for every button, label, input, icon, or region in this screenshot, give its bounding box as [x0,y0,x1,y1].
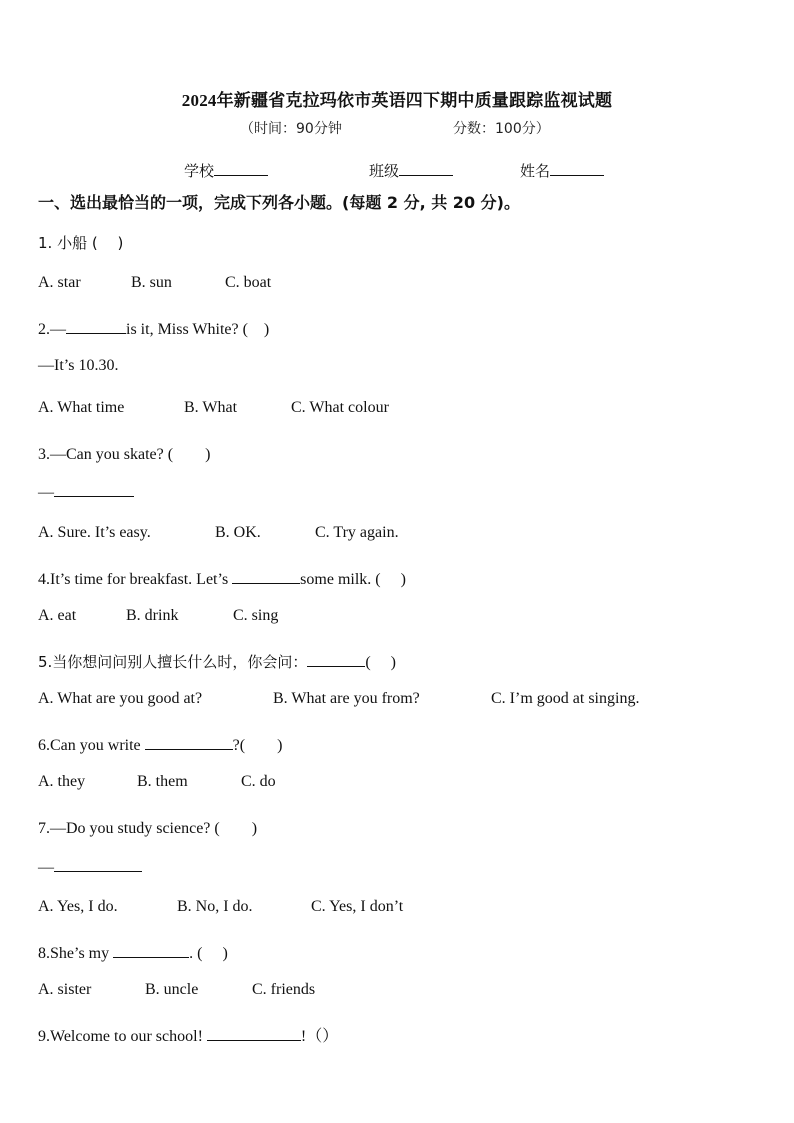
option-a[interactable]: A. eat [38,607,77,624]
question-4-prefix: 4.It’s time for breakfast. Let’s [38,571,233,588]
question-8-options [38,981,315,999]
class-label: 班级 [369,162,400,180]
option-b[interactable]: B. What are you from? [273,690,420,707]
option-c[interactable]: C. Try again. [315,524,399,541]
option-c[interactable]: C. Yes, I don’t [311,898,404,915]
option-a[interactable]: A. sister [38,981,92,998]
answer-blank[interactable] [145,735,233,750]
option-c[interactable]: C. do [241,773,276,790]
option-a[interactable]: A. they [38,773,86,790]
class-blank[interactable] [399,160,453,176]
question-4-options [38,607,278,625]
option-c[interactable]: C. I’m good at singing. [491,690,640,707]
question-2-suffix: is it, Miss White? ( ) [126,321,270,338]
answer-blank[interactable] [54,857,142,872]
question-9 [38,1023,338,1046]
question-3: 3.—Can you skate? ( ) [38,446,211,463]
question-4 [38,566,406,589]
question-3-options [38,524,399,542]
question-5-options [38,690,639,708]
option-a[interactable]: A. Yes, I do. [38,898,118,915]
question-9-suffix: !（） [300,1028,339,1045]
question-7-reply-dash: — [38,859,54,876]
option-b[interactable]: B. sun [131,274,172,291]
question-6-suffix: ?( ) [232,737,283,754]
answer-blank[interactable] [232,569,300,584]
question-6 [38,732,282,755]
answer-blank[interactable] [54,482,134,497]
question-5-prefix: 5.当你想问问别人擅长什么时，你会问： [38,653,308,671]
option-c[interactable]: C. boat [225,274,272,291]
answer-blank[interactable] [207,1026,301,1041]
question-5-suffix: ( ) [365,654,396,671]
question-7-reply [38,857,142,877]
exam-score: 分数：100分） [453,121,550,137]
option-a[interactable]: A. star [38,274,81,291]
answer-blank[interactable] [113,943,189,958]
name-field [520,160,604,181]
option-c[interactable]: C. sing [233,607,279,624]
option-b[interactable]: B. OK. [215,524,261,541]
question-8 [38,940,228,963]
question-1-options [38,274,271,292]
school-field [184,160,268,181]
answer-blank[interactable] [66,319,126,334]
school-label: 学校 [184,162,215,180]
question-8-suffix: . ( ) [189,945,228,962]
question-2-reply: —It’s 10.30. [38,357,119,374]
question-2-options [38,399,389,417]
question-3-reply-dash: — [38,484,54,501]
name-label: 姓名 [520,162,551,180]
question-6-prefix: 6.Can you write [38,737,145,754]
question-9-prefix: 9.Welcome to our school! [38,1028,207,1045]
question-2 [38,316,269,339]
option-a[interactable]: A. What are you good at? [38,690,203,707]
page-title: 2024年新疆省克拉玛依市英语四下期中质量跟踪监视试题 [181,91,613,110]
class-field [369,160,453,181]
option-c[interactable]: C. What colour [291,399,389,416]
question-2-prefix: 2.— [38,321,66,338]
question-3-reply [38,482,134,502]
option-c[interactable]: C. friends [252,981,316,998]
question-4-suffix: some milk. ( ) [300,571,406,588]
option-b[interactable]: B. drink [126,607,179,624]
question-8-prefix: 8.She’s my [38,945,114,962]
school-blank[interactable] [214,160,268,176]
option-b[interactable]: B. What [184,399,238,416]
option-a[interactable]: A. What time [38,399,125,416]
question-7: 7.—Do you study science? ( ) [38,820,258,837]
section-heading: 一、选出最恰当的一项，完成下列各小题。(每题 2 分, 共 20 分)。 [38,193,520,212]
name-blank[interactable] [550,160,604,176]
option-a[interactable]: A. Sure. It’s easy. [38,524,151,541]
question-6-options [38,773,276,791]
option-b[interactable]: B. them [137,773,188,790]
exam-time: （时间：90分钟 [240,121,342,137]
question-1: 1. 小船 ( ) [38,234,124,252]
question-7-options [38,898,403,916]
option-b[interactable]: B. uncle [145,981,199,998]
question-5 [38,649,396,672]
option-b[interactable]: B. No, I do. [177,898,253,915]
answer-blank[interactable] [307,652,365,667]
